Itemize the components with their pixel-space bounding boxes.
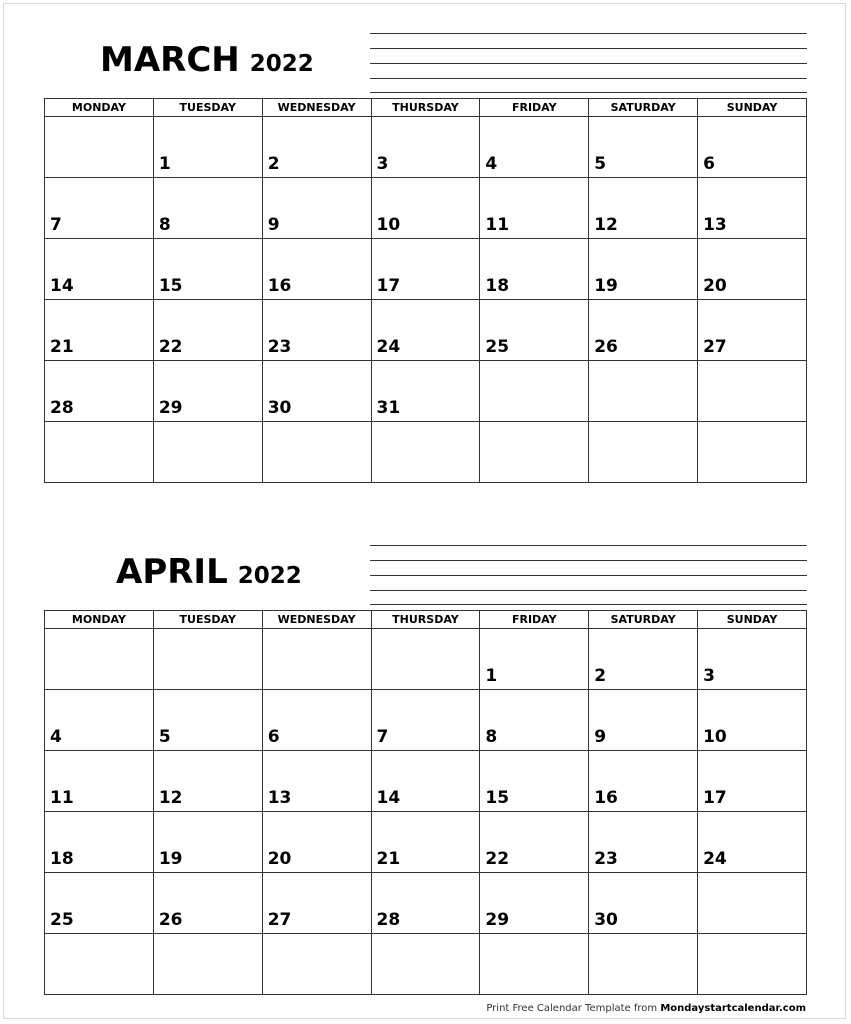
day-number: 11 xyxy=(50,788,74,808)
weekday-header: FRIDAY xyxy=(480,99,589,117)
day-number: 31 xyxy=(376,398,401,418)
weekday-header: MONDAY xyxy=(45,99,154,117)
weekday-header: WEDNESDAY xyxy=(262,611,371,629)
day-cell xyxy=(698,812,807,873)
day-cell xyxy=(480,873,589,934)
day-cell xyxy=(153,812,262,873)
day-number: 26 xyxy=(158,910,183,930)
day-cell xyxy=(589,873,698,934)
week-row xyxy=(45,239,807,300)
weekday-header: THURSDAY xyxy=(371,611,480,629)
day-cell xyxy=(153,300,262,361)
week-row xyxy=(45,873,807,934)
footer-credit xyxy=(486,1003,806,1014)
day-cell xyxy=(45,117,154,178)
day-cell xyxy=(262,934,371,995)
day-cell xyxy=(153,934,262,995)
notes-lines xyxy=(370,33,807,93)
day-cell xyxy=(698,361,807,422)
day-number: 22 xyxy=(158,337,183,357)
day-cell xyxy=(45,239,154,300)
day-number: 13 xyxy=(267,788,292,808)
day-cell xyxy=(371,117,480,178)
day-cell xyxy=(480,629,589,690)
day-cell xyxy=(698,422,807,483)
day-number: 15 xyxy=(485,788,510,808)
week-row xyxy=(45,178,807,239)
day-cell xyxy=(589,629,698,690)
day-number: 20 xyxy=(267,849,292,869)
day-cell xyxy=(262,629,371,690)
day-cell xyxy=(262,690,371,751)
day-number: 5 xyxy=(594,154,607,174)
day-cell xyxy=(589,178,698,239)
day-cell xyxy=(45,934,154,995)
day-cell xyxy=(153,629,262,690)
day-number xyxy=(263,991,371,994)
day-number xyxy=(372,991,480,994)
day-number: 16 xyxy=(267,276,292,296)
day-cell xyxy=(45,812,154,873)
day-number: 23 xyxy=(267,337,292,357)
day-number xyxy=(372,479,480,482)
day-cell xyxy=(45,873,154,934)
day-number: 28 xyxy=(50,398,74,418)
day-number: 17 xyxy=(376,276,401,296)
weekday-header: TUESDAY xyxy=(153,611,262,629)
day-cell xyxy=(371,751,480,812)
day-number: 26 xyxy=(594,337,618,357)
day-number: 20 xyxy=(703,276,727,296)
week-row xyxy=(45,690,807,751)
day-cell xyxy=(45,361,154,422)
week-row xyxy=(45,117,807,178)
day-cell xyxy=(371,812,480,873)
day-cell xyxy=(371,873,480,934)
month-title xyxy=(100,40,314,80)
weekday-header: MONDAY xyxy=(45,611,154,629)
day-number: 18 xyxy=(485,276,510,296)
day-number: 22 xyxy=(485,849,510,869)
day-cell xyxy=(45,422,154,483)
footer-prefix: Print Free Calendar Template from xyxy=(486,1003,661,1014)
day-number: 24 xyxy=(376,337,401,357)
day-number: 19 xyxy=(158,849,183,869)
month-name: APRIL xyxy=(116,552,228,592)
day-cell xyxy=(589,117,698,178)
weekday-header: FRIDAY xyxy=(480,611,589,629)
day-cell xyxy=(262,873,371,934)
day-number: 9 xyxy=(267,215,280,235)
notes-lines xyxy=(370,545,807,605)
week-row xyxy=(45,300,807,361)
day-cell xyxy=(45,690,154,751)
weekday-header: THURSDAY xyxy=(371,99,480,117)
day-cell xyxy=(698,934,807,995)
day-number: 13 xyxy=(703,215,727,235)
day-number: 9 xyxy=(594,727,607,747)
calendar-grid xyxy=(44,98,807,483)
day-cell xyxy=(698,873,807,934)
week-row xyxy=(45,422,807,483)
month-year: 2022 xyxy=(237,563,302,589)
day-cell xyxy=(480,751,589,812)
day-number: 7 xyxy=(376,727,389,747)
day-cell xyxy=(698,690,807,751)
week-row xyxy=(45,812,807,873)
day-number: 27 xyxy=(703,337,727,357)
day-number: 24 xyxy=(703,849,727,869)
day-cell xyxy=(480,178,589,239)
day-number: 5 xyxy=(158,727,171,747)
day-number: 2 xyxy=(267,154,280,174)
day-number: 12 xyxy=(158,788,183,808)
day-number xyxy=(698,479,806,482)
calendar-body xyxy=(45,117,807,483)
day-number: 29 xyxy=(158,398,183,418)
day-cell xyxy=(153,751,262,812)
day-number: 12 xyxy=(594,215,618,235)
weekday-header: WEDNESDAY xyxy=(262,99,371,117)
day-cell xyxy=(480,361,589,422)
day-cell xyxy=(262,422,371,483)
day-number: 8 xyxy=(158,215,171,235)
day-number xyxy=(480,479,588,482)
day-cell xyxy=(262,812,371,873)
calendar-body xyxy=(45,629,807,995)
day-cell xyxy=(371,239,480,300)
week-row xyxy=(45,361,807,422)
day-cell xyxy=(262,239,371,300)
week-row xyxy=(45,934,807,995)
day-number: 7 xyxy=(50,215,62,235)
day-number: 14 xyxy=(50,276,74,296)
day-number xyxy=(45,991,153,994)
day-number: 11 xyxy=(485,215,510,235)
month-name: MARCH xyxy=(100,40,240,80)
day-cell xyxy=(589,690,698,751)
week-row xyxy=(45,751,807,812)
day-cell xyxy=(153,690,262,751)
day-number: 15 xyxy=(158,276,183,296)
day-cell xyxy=(371,300,480,361)
day-number: 14 xyxy=(376,788,401,808)
day-cell xyxy=(589,422,698,483)
day-cell xyxy=(153,361,262,422)
day-number: 30 xyxy=(594,910,618,930)
day-cell xyxy=(45,751,154,812)
day-cell xyxy=(262,361,371,422)
day-number: 10 xyxy=(703,727,727,747)
day-cell xyxy=(153,239,262,300)
day-number: 3 xyxy=(376,154,389,174)
day-cell xyxy=(371,178,480,239)
day-number xyxy=(480,991,588,994)
day-number: 1 xyxy=(158,154,171,174)
weekday-header: SATURDAY xyxy=(589,99,698,117)
day-cell xyxy=(480,300,589,361)
day-cell xyxy=(45,178,154,239)
day-cell xyxy=(698,117,807,178)
week-row xyxy=(45,629,807,690)
day-number xyxy=(698,991,806,994)
day-cell xyxy=(698,178,807,239)
day-cell xyxy=(589,300,698,361)
day-cell xyxy=(589,934,698,995)
day-cell xyxy=(589,239,698,300)
day-number: 21 xyxy=(50,337,74,357)
day-number: 30 xyxy=(267,398,292,418)
day-cell xyxy=(262,300,371,361)
weekday-header: SUNDAY xyxy=(698,611,807,629)
day-cell xyxy=(371,361,480,422)
day-cell xyxy=(153,422,262,483)
day-number: 23 xyxy=(594,849,618,869)
day-number: 4 xyxy=(485,154,498,174)
day-cell xyxy=(589,361,698,422)
day-cell xyxy=(371,629,480,690)
day-number: 4 xyxy=(50,727,62,747)
day-cell xyxy=(698,751,807,812)
day-cell xyxy=(480,422,589,483)
day-number: 25 xyxy=(50,910,74,930)
day-number: 25 xyxy=(485,337,510,357)
day-cell xyxy=(480,812,589,873)
day-number: 29 xyxy=(485,910,510,930)
day-number: 8 xyxy=(485,727,498,747)
day-number: 19 xyxy=(594,276,618,296)
day-number: 28 xyxy=(376,910,401,930)
day-number: 16 xyxy=(594,788,618,808)
day-cell xyxy=(371,422,480,483)
day-cell xyxy=(371,690,480,751)
day-number xyxy=(45,479,153,482)
day-cell xyxy=(262,178,371,239)
day-number: 10 xyxy=(376,215,401,235)
day-number: 18 xyxy=(50,849,74,869)
day-cell xyxy=(698,300,807,361)
day-number xyxy=(589,479,697,482)
day-cell xyxy=(480,117,589,178)
day-cell xyxy=(371,934,480,995)
day-cell xyxy=(589,812,698,873)
weekday-header: SATURDAY xyxy=(589,611,698,629)
day-number: 2 xyxy=(594,666,607,686)
day-cell xyxy=(262,117,371,178)
day-number: 3 xyxy=(703,666,715,686)
day-cell xyxy=(45,300,154,361)
day-cell xyxy=(480,934,589,995)
day-cell xyxy=(153,873,262,934)
calendar-grid xyxy=(44,610,807,995)
footer-site-link[interactable]: Mondaystartcalendar.com xyxy=(660,1003,806,1014)
day-number: 21 xyxy=(376,849,401,869)
day-cell xyxy=(45,629,154,690)
day-number: 17 xyxy=(703,788,727,808)
day-number xyxy=(589,991,697,994)
day-cell xyxy=(698,239,807,300)
day-number: 1 xyxy=(485,666,498,686)
day-cell xyxy=(480,239,589,300)
month-title xyxy=(116,552,302,592)
day-cell xyxy=(153,117,262,178)
day-number xyxy=(263,479,371,482)
month-year: 2022 xyxy=(249,51,314,77)
weekday-header: SUNDAY xyxy=(698,99,807,117)
day-number: 27 xyxy=(267,910,292,930)
day-cell xyxy=(262,751,371,812)
weekday-header: TUESDAY xyxy=(153,99,262,117)
weekday-header-row xyxy=(45,99,807,117)
weekday-header-row xyxy=(45,611,807,629)
day-cell xyxy=(589,751,698,812)
day-cell xyxy=(153,178,262,239)
day-number: 6 xyxy=(703,154,715,174)
day-cell xyxy=(698,629,807,690)
day-number: 6 xyxy=(267,727,280,747)
day-number xyxy=(154,991,262,994)
day-number xyxy=(154,479,262,482)
day-cell xyxy=(480,690,589,751)
